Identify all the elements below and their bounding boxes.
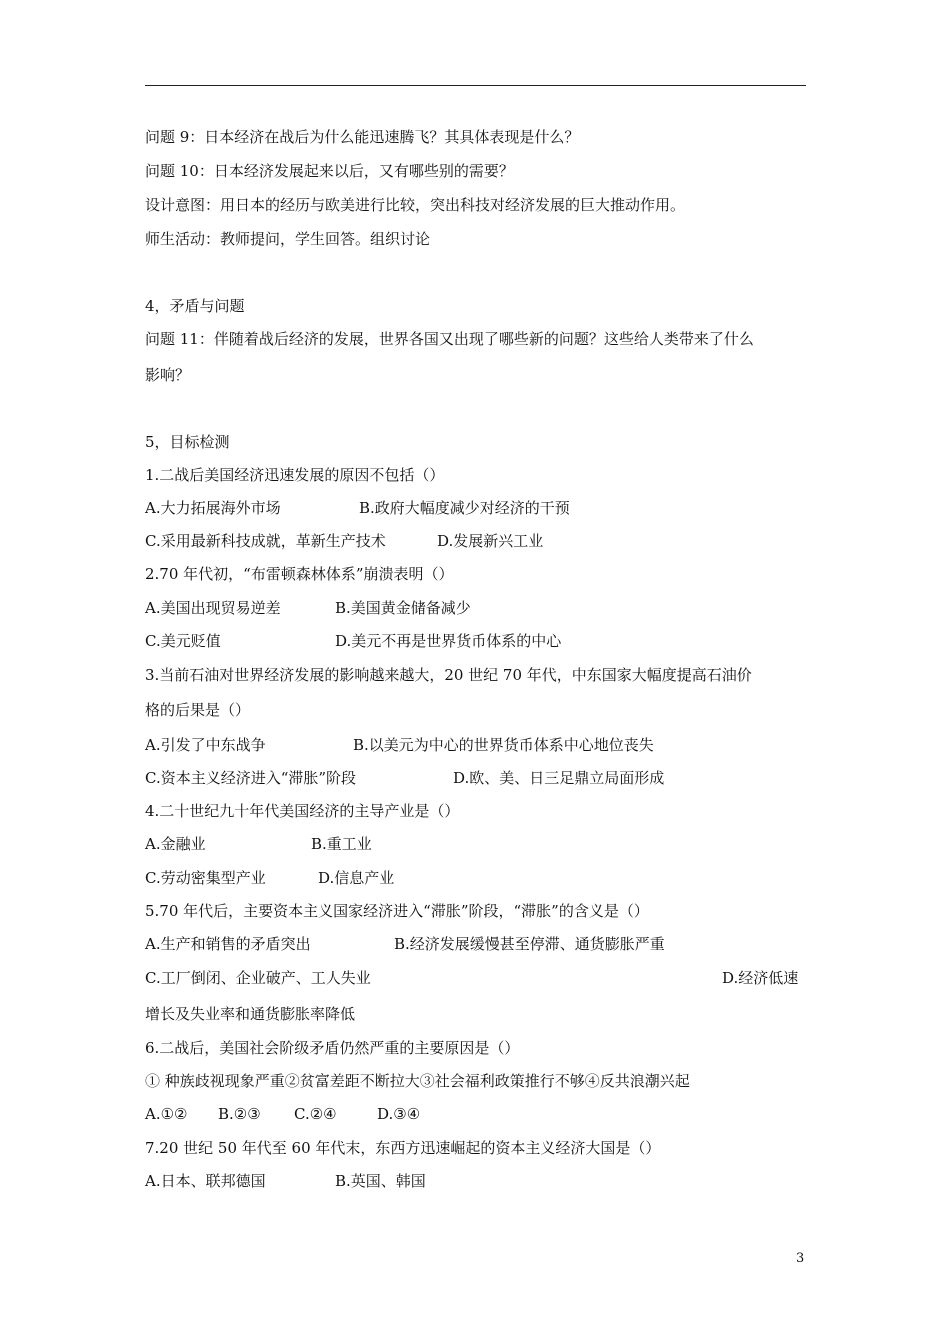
q6-stem: 6.二战后，美国社会阶级矛盾仍然严重的主要原因是（） bbox=[145, 1039, 520, 1057]
q6-items: ① 种族歧视现象严重②贫富差距不断拉大③社会福利政策推行不够④反共浪潮兴起 bbox=[145, 1072, 690, 1090]
q4-option-b: B.重工业 bbox=[311, 835, 372, 853]
q7-option-a: A.日本、联邦德国 bbox=[145, 1172, 266, 1190]
q5-option-d: D.经济低速 bbox=[722, 969, 799, 987]
header-rule bbox=[145, 85, 806, 86]
q3-option-d: D.欧、美、日三足鼎立局面形成 bbox=[453, 769, 665, 787]
q1-option-b: B.政府大幅度减少对经济的干预 bbox=[359, 499, 570, 517]
q2-option-a: A.美国出现贸易逆差 bbox=[145, 599, 281, 617]
q5-option-d-continued: 增长及失业率和通货膨胀率降低 bbox=[145, 1005, 356, 1023]
q6-option-b: B.②③ bbox=[218, 1105, 261, 1123]
question-9: 问题 9：日本经济在战后为什么能迅速腾飞？其具体表现是什么？ bbox=[145, 128, 580, 146]
q6-option-a: A.①② bbox=[145, 1105, 188, 1123]
q4-option-a: A.金融业 bbox=[145, 835, 206, 853]
q2-option-d: D.美元不再是世界货币体系的中心 bbox=[335, 632, 562, 650]
section-4-heading: 4，矛盾与问题 bbox=[145, 297, 245, 315]
q1-stem: 1.二战后美国经济迅速发展的原因不包括（） bbox=[145, 466, 445, 484]
q6-option-c: C.②④ bbox=[294, 1105, 337, 1123]
q6-option-d: D.③④ bbox=[377, 1105, 421, 1123]
q1-option-a: A.大力拓展海外市场 bbox=[145, 499, 281, 517]
question-11-line1: 问题 11：伴随着战后经济的发展，世界各国又出现了哪些新的问题？这些给人类带来了什么 bbox=[145, 330, 754, 348]
question-11-line2: 影响？ bbox=[145, 366, 191, 384]
q4-option-c: C.劳动密集型产业 bbox=[145, 869, 266, 887]
q4-option-d: D.信息产业 bbox=[318, 869, 395, 887]
q3-option-a: A.引发了中东战争 bbox=[145, 736, 266, 754]
q2-option-c: C.美元贬值 bbox=[145, 632, 221, 650]
q7-option-b: B.英国、韩国 bbox=[335, 1172, 426, 1190]
q3-option-c: C.资本主义经济进入“滞胀”阶段 bbox=[145, 769, 357, 787]
q5-option-c: C.工厂倒闭、企业破产、工人失业 bbox=[145, 969, 371, 987]
question-10: 问题 10：日本经济发展起来以后，又有哪些别的需要？ bbox=[145, 162, 514, 180]
q1-option-c: C.采用最新科技成就，革新生产技术 bbox=[145, 532, 386, 550]
q3-stem-line1: 3.当前石油对世界经济发展的影响越来越大，20 世纪 70 年代，中东国家大幅度提高石油价 bbox=[145, 666, 752, 684]
q4-stem: 4.二十世纪九十年代美国经济的主导产业是（） bbox=[145, 802, 460, 820]
q7-stem: 7.20 世纪 50 年代至 60 年代末，东西方迅速崛起的资本主义经济大国是（） bbox=[145, 1139, 661, 1157]
q3-stem-line2: 格的后果是（） bbox=[145, 701, 251, 719]
teacher-student-activity: 师生活动：教师提问，学生回答。组织讨论 bbox=[145, 230, 431, 248]
q3-option-b: B.以美元为中心的世界货币体系中心地位丧失 bbox=[353, 736, 654, 754]
q1-option-d: D.发展新兴工业 bbox=[437, 532, 544, 550]
q5-stem: 5.70 年代后，主要资本主义国家经济进入“滞胀”阶段，“滞胀”的含义是（） bbox=[145, 902, 649, 920]
q2-option-b: B.美国黄金储备减少 bbox=[335, 599, 471, 617]
page-number: 3 bbox=[796, 1251, 805, 1266]
q2-stem: 2.70 年代初，“布雷顿森林体系”崩溃表明（） bbox=[145, 565, 454, 583]
q5-option-b: B.经济发展缓慢甚至停滞、通货膨胀严重 bbox=[394, 935, 665, 953]
section-5-heading: 5，目标检测 bbox=[145, 433, 230, 451]
q5-option-a: A.生产和销售的矛盾突出 bbox=[145, 935, 311, 953]
design-intent: 设计意图：用日本的经历与欧美进行比较，突出科技对经济发展的巨大推动作用。 bbox=[145, 196, 686, 214]
